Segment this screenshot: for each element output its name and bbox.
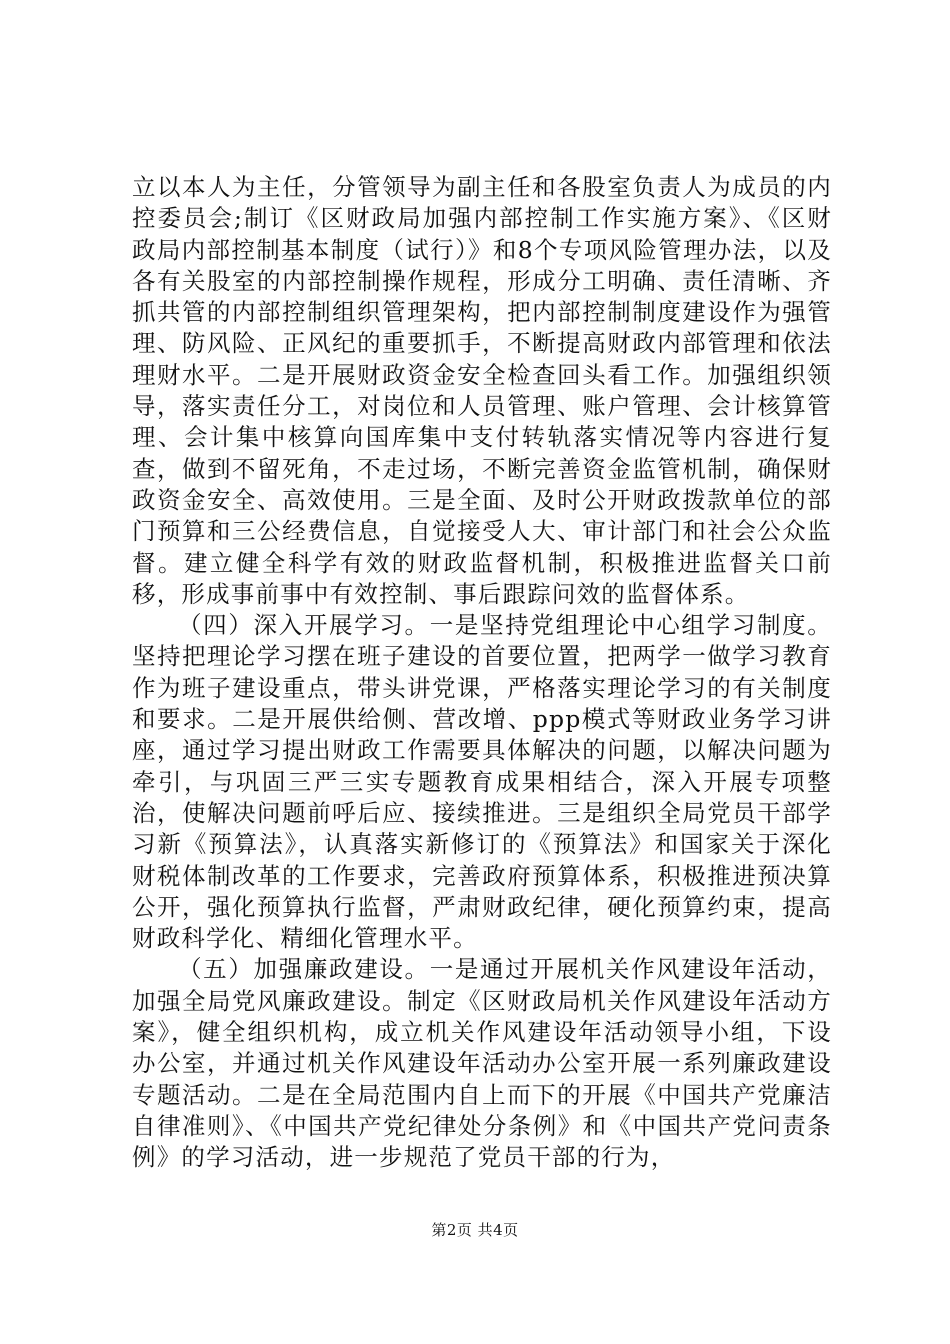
document-body <box>132 172 832 1174</box>
paragraph-study: （四）深入开展学习。一是坚持党组理论中心组学习制度。坚持把理论学习摆在班子建设的首要位置，把两学一做学习教育作为班子建设重点，带头讲党课，严格落实理论学习的有关制度和要求。二是开展供给侧、营改增、ppp模式等财政业务学习讲座，通过学习提出财政工作需要具体解决的问题，以解决问题为牵引，与巩固三严三实专题教育成果相结合，深入开展专项整治，使解决问题前呼后应、接续推进。三是组织全局党员干部学习新《预算法》，认真落实新修订的《预算法》和国家关于深化财税体制改革的工作要求，完善政府预算体系，积极推进预决算公开，强化预算执行监督，严肃财政纪律，硬化预算约束，提高财政科学化、精细化管理水平。 <box>132 611 832 953</box>
paragraph-integrity: （五）加强廉政建设。一是通过开展机关作风建设年活动，加强全局党风廉政建设。制定《区财政局机关作风建设年活动方案》，健全组织机构，成立机关作风建设年活动领导小组，下设办公室，并通过机关作风建设年活动办公室开展一系列廉政建设专题活动。二是在全局范围内自上而下的开展《中国共产党廉洁自律准则》、《中国共产党纪律处分条例》和《中国共产党问责条例》的学习活动，进一步规范了党员干部的行为， <box>132 955 832 1172</box>
paragraph-internal-control: 立以本人为主任，分管领导为副主任和各股室负责人为成员的内控委员会;制订《区财政局加强内部控制工作实施方案》、《区财政局内部控制基本制度（试行）》和8个专项风险管理办法，以及各有关股室的内部控制操作规程，形成分工明确、责任清晰、齐抓共管的内部控制组织管理架构，把内部控制制度建设作为强管理、防风险、正风纪的重要抓手，不断提高财政内部管理和依法理财水平。二是开展财政资金安全检查回头看工作。加强组织领导，落实责任分工，对岗位和人员管理、账户管理、会计核算管理、会计集中核算向国库集中支付转轨落实情况等内容进行复查，做到不留死角，不走过场，不断完善资金监管机制，确保财政资金安全、高效使用。三是全面、及时公开财政拨款单位的部门预算和三公经费信息，自觉接受人大、审计部门和社会公众监督。建立健全科学有效的财政监督机制，积极推进监督关口前移，形成事前事中有效控制、事后跟踪问效的监督体系。 <box>132 173 832 608</box>
page-number-footer: 第2页 共4页 <box>431 1221 519 1239</box>
